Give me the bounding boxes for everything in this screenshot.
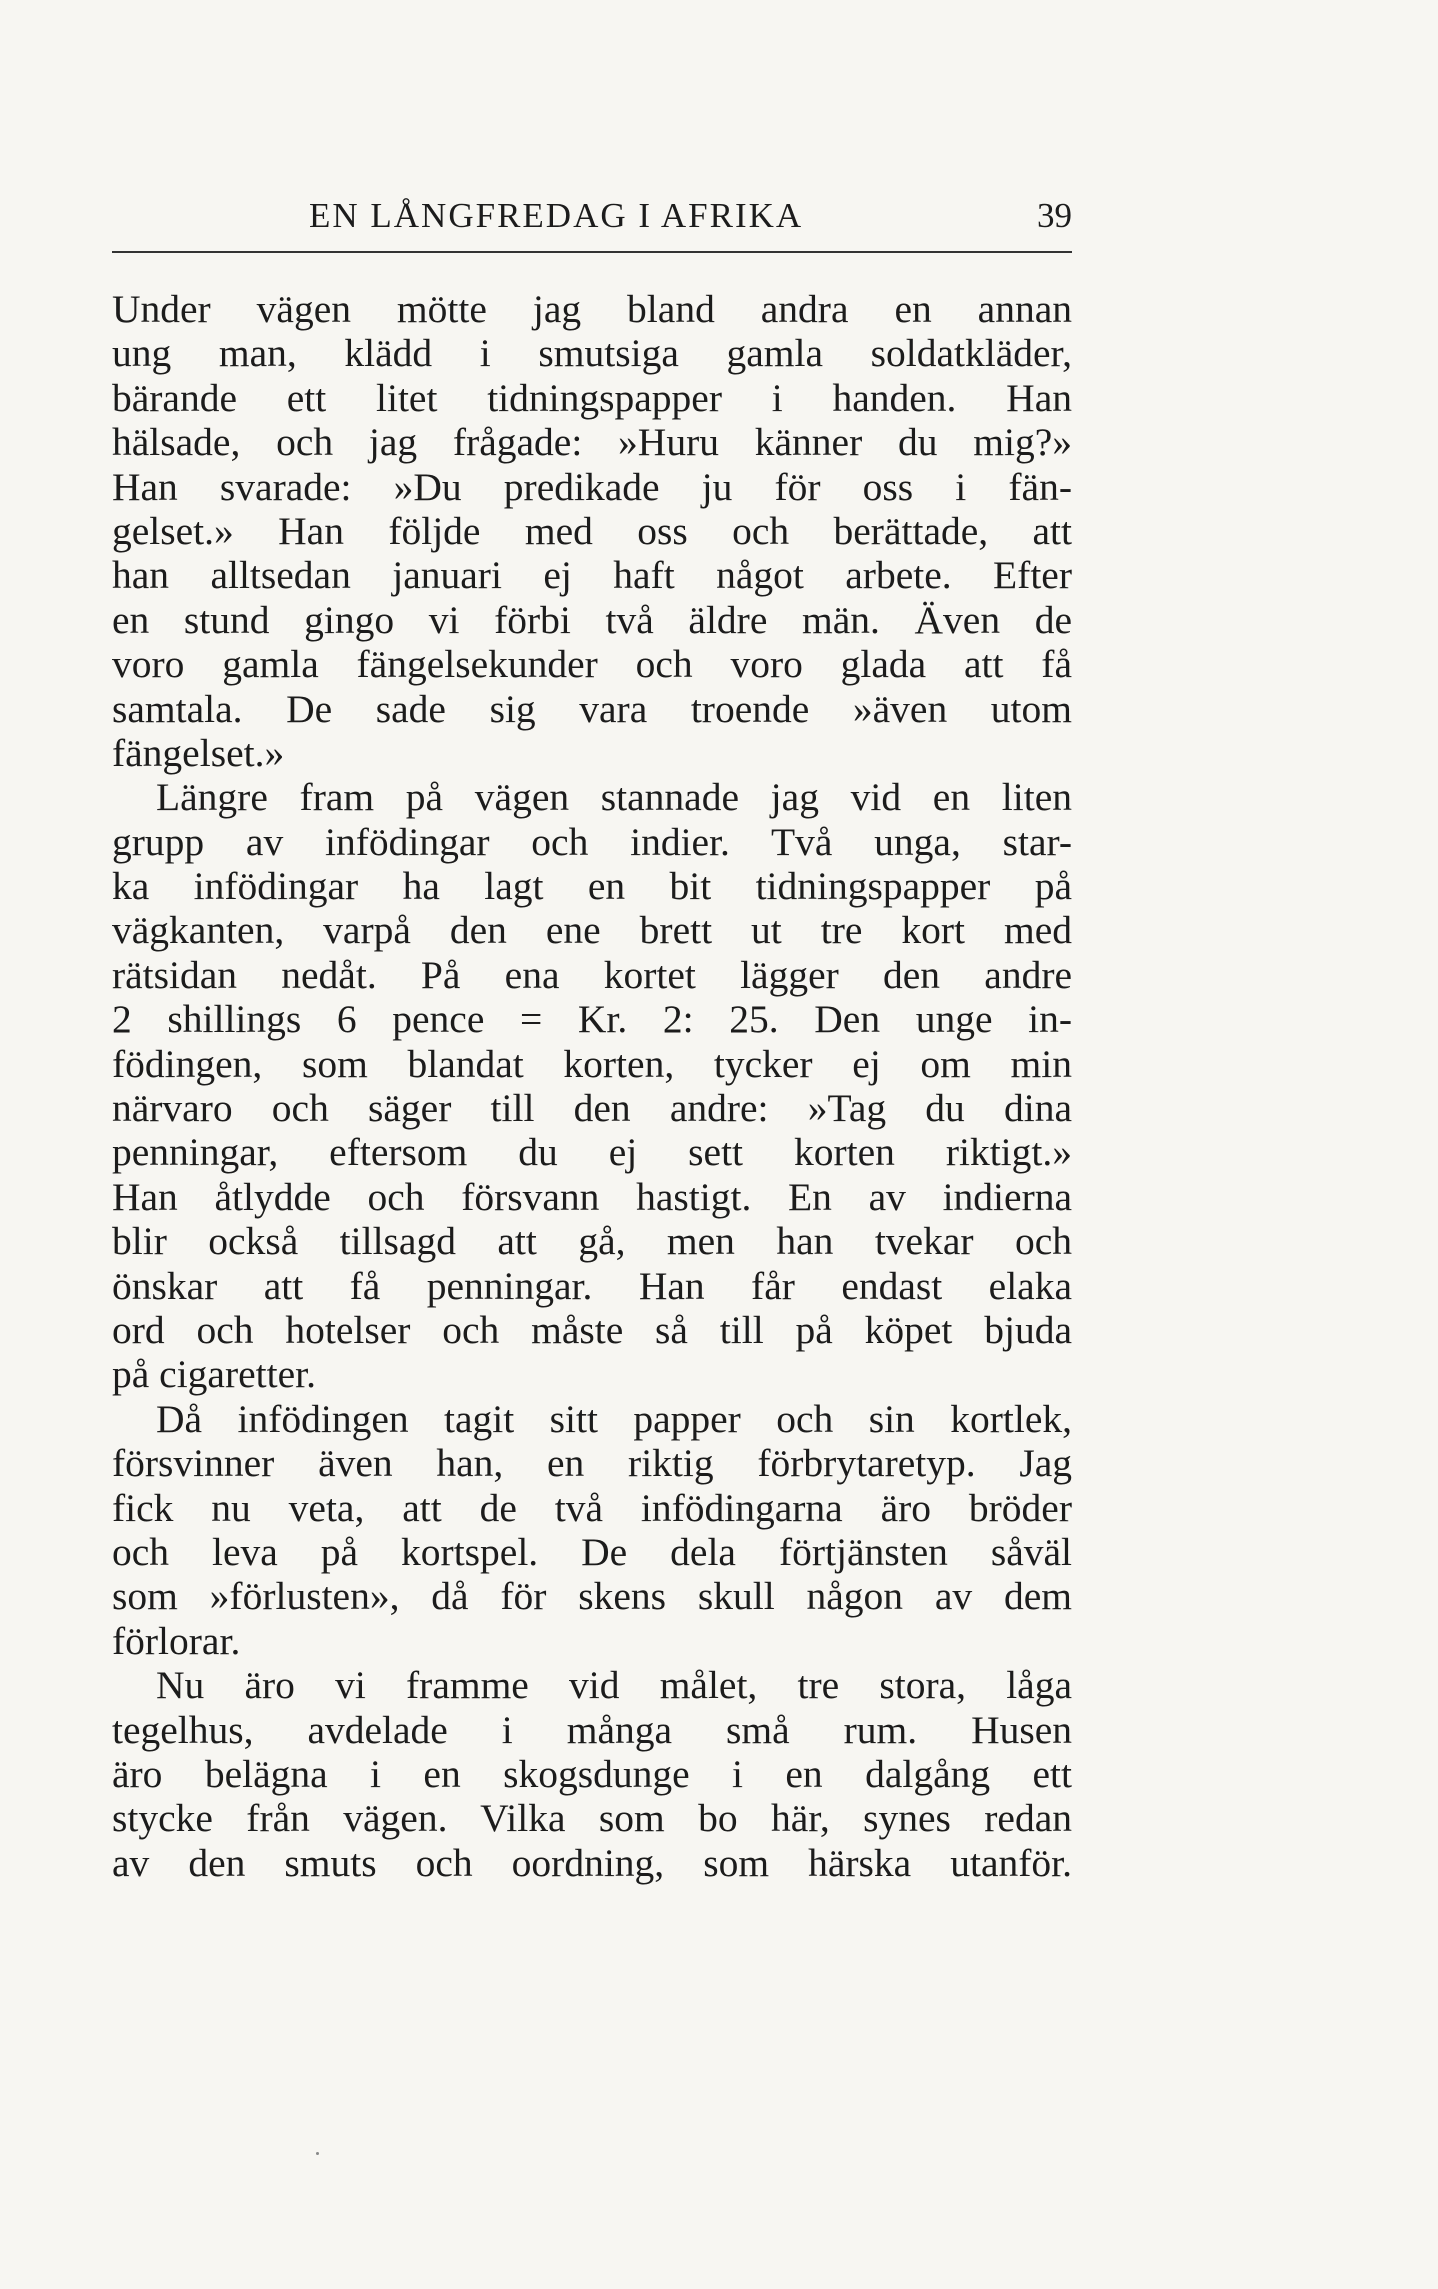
text-line: rätsidan nedåt. På ena kortet lägger den andre xyxy=(112,952,1072,997)
text-line: ord och hotelser och måste så till på köpet bjuda xyxy=(112,1307,1072,1352)
running-header xyxy=(112,196,1072,248)
text-line: Nu äro vi framme vid målet, tre stora, låga xyxy=(156,1663,1072,1708)
text-line: blir också tillsagd att gå, men han tvekar och xyxy=(112,1219,1072,1264)
text-line: på cigaretter. xyxy=(112,1352,316,1397)
text-line: Han svarade: »Du predikade ju för oss i fän- xyxy=(112,464,1072,509)
text-line: födingen, som blandat korten, tycker ej om min xyxy=(112,1041,1072,1086)
text-line: Han åtlydde och försvann hastigt. En av indierna xyxy=(112,1174,1072,1219)
text-line: samtala. De sade sig vara troende »även utom xyxy=(112,686,1072,731)
text-line: bärande ett litet tidningspapper i handen. Han xyxy=(112,375,1072,420)
text-line: vägkanten, varpå den ene brett ut tre kort med xyxy=(112,908,1072,953)
running-title: EN LÅNGFREDAG I AFRIKA xyxy=(309,196,804,235)
paragraph-4 xyxy=(112,1663,1072,1885)
header-rule xyxy=(112,251,1072,253)
text-line: grupp av infödingar och indier. Två unga, star- xyxy=(112,819,1072,864)
text-line: tegelhus, avdelade i många små rum. Husen xyxy=(112,1707,1072,1752)
paper-speck xyxy=(316,2152,319,2155)
text-line: förlorar. xyxy=(112,1618,241,1663)
text-line: 2 shillings 6 pence = Kr. 2: 25. Den unge in- xyxy=(112,997,1072,1042)
text-line: önskar att få penningar. Han får endast elaka xyxy=(112,1263,1072,1308)
text-line: hälsade, och jag frågade: »Huru känner du mig?» xyxy=(112,420,1072,465)
text-line: och leva på kortspel. De dela förtjänsten såväl xyxy=(112,1529,1072,1574)
text-line: som »förlusten», då för skens skull någon av dem xyxy=(112,1574,1072,1619)
text-line: närvaro och säger till den andre: »Tag du dina xyxy=(112,1086,1072,1131)
text-line: ung man, klädd i smutsiga gamla soldatkläder, xyxy=(112,331,1072,376)
text-line: ka infödingar ha lagt en bit tidningspapper på xyxy=(112,864,1072,909)
paragraph-2 xyxy=(112,775,1072,1396)
text-line: voro gamla fängelsekunder och voro glada att få xyxy=(112,642,1072,687)
text-line: Under vägen mötte jag bland andra en annan xyxy=(112,287,1072,331)
text-line: Då infödingen tagit sitt papper och sin kortlek, xyxy=(156,1396,1072,1441)
text-line: stycke från vägen. Vilka som bo här, synes redan xyxy=(112,1796,1072,1841)
text-line: försvinner även han, en riktig förbrytaretyp. Jag xyxy=(112,1441,1072,1486)
paragraph-1 xyxy=(112,287,1072,775)
text-line: penningar, eftersom du ej sett korten riktigt.» xyxy=(112,1130,1072,1175)
page-number: 39 xyxy=(1037,196,1072,235)
paragraph-3 xyxy=(112,1397,1072,1663)
text-line: en stund gingo vi förbi två äldre män. Även de xyxy=(112,597,1072,642)
text-line: gelset.» Han följde med oss och berättade, att xyxy=(112,508,1072,553)
body-text xyxy=(112,287,1072,1885)
text-line: Längre fram på vägen stannade jag vid en liten xyxy=(156,775,1072,820)
text-line: av den smuts och oordning, som härska utanför. xyxy=(112,1840,1072,1885)
text-line: han alltsedan januari ej haft något arbete. Efter xyxy=(112,553,1072,598)
text-line: fick nu veta, att de två infödingarna äro bröder xyxy=(112,1485,1072,1530)
text-line: fängelset.» xyxy=(112,730,285,775)
text-line: äro belägna i en skogsdunge i en dalgång ett xyxy=(112,1751,1072,1796)
